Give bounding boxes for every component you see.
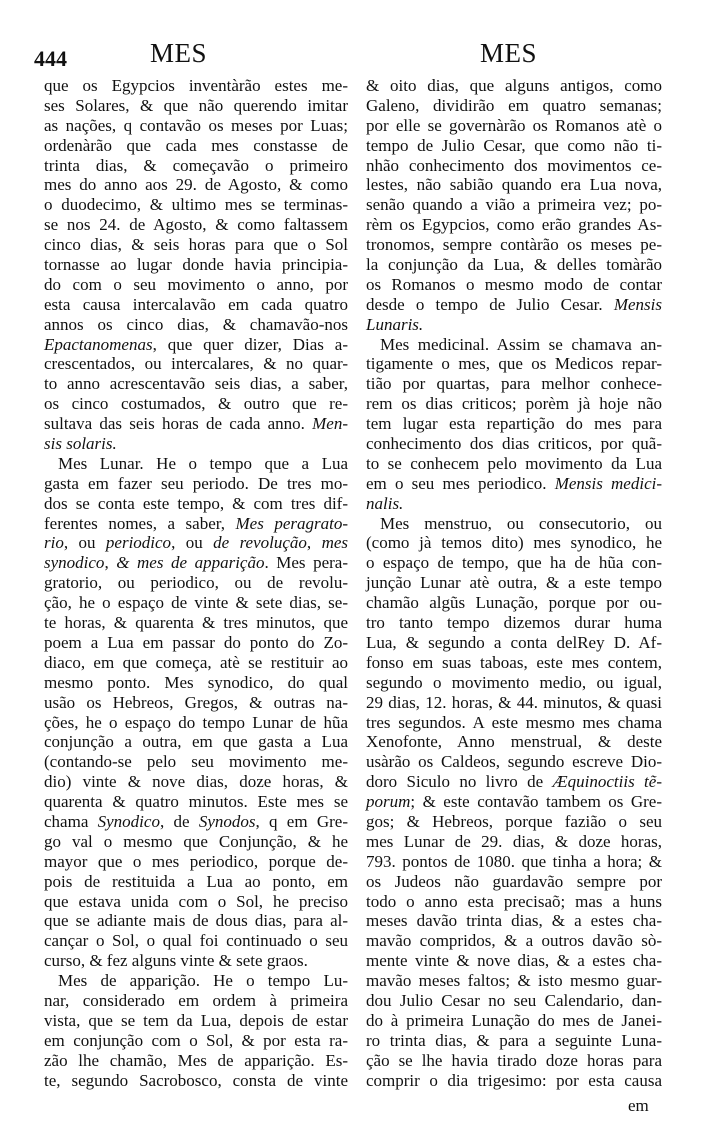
text-line bbox=[366, 434, 662, 454]
text-line bbox=[44, 215, 348, 235]
roman-text: mavão compridos, & a outros davão sò- bbox=[366, 931, 662, 951]
italic-text: Lunaris. bbox=[366, 314, 424, 334]
text-line bbox=[44, 752, 348, 772]
text-line bbox=[44, 533, 348, 553]
roman-text: mente vinte & nove dias, & a estes cha- bbox=[366, 951, 662, 971]
roman-text: vista, que se tem da Lua, depois de estar bbox=[44, 1010, 348, 1030]
text-line bbox=[366, 1031, 662, 1051]
roman-text: chama bbox=[44, 811, 98, 831]
text-line bbox=[44, 335, 348, 355]
italic-text: sis solaris. bbox=[44, 434, 117, 454]
roman-text: gasta em fazer seu periodo. De tres mo- bbox=[44, 473, 348, 493]
roman-text: , bbox=[104, 553, 117, 573]
roman-text: que os Egypcios inventàrão estes me- bbox=[44, 76, 348, 95]
text-line bbox=[366, 772, 662, 792]
text-line bbox=[44, 474, 348, 494]
text-line bbox=[44, 1031, 348, 1051]
text-line bbox=[44, 713, 348, 733]
text-line bbox=[366, 911, 662, 931]
roman-text: gos; & Hebreos, porque fazião o seu bbox=[366, 811, 662, 831]
italic-text: Men- bbox=[312, 414, 348, 434]
text-line bbox=[366, 533, 662, 553]
text-line bbox=[44, 315, 348, 335]
text-line bbox=[366, 991, 662, 1011]
roman-text: nar, considerado em ordem à primeira bbox=[44, 990, 348, 1010]
roman-text: la conjunção da Lua, & delles tomàrão bbox=[366, 255, 662, 275]
roman-text: tres segundos. A este mesmo mes chama bbox=[366, 712, 662, 732]
roman-text: Mes medicinal. Assim se chamava an- bbox=[380, 334, 662, 354]
text-line bbox=[366, 215, 662, 235]
text-line bbox=[44, 653, 348, 673]
text-line bbox=[44, 454, 348, 474]
roman-text: em conjunção com o Sol, & por esta ra- bbox=[44, 1030, 348, 1050]
italic-text: Synodos bbox=[198, 811, 256, 831]
roman-text: , ou bbox=[171, 533, 214, 553]
text-line bbox=[44, 235, 348, 255]
roman-text: mavão meses faltos; & isto mesmo guar- bbox=[366, 971, 662, 991]
italic-text: nalis. bbox=[366, 493, 404, 513]
text-line bbox=[44, 1051, 348, 1071]
roman-text: zão lhe chamão, Mes de apparição. Es- bbox=[44, 1050, 348, 1070]
italic-text: Mensis bbox=[613, 294, 662, 314]
text-line bbox=[44, 96, 348, 116]
roman-text: ro trinta dias, & para a seguinte Luna- bbox=[366, 1030, 662, 1050]
roman-text: os Romanos o mesmo modo de contar bbox=[366, 274, 662, 294]
roman-text: por elle se governàrão os Romanos atè o bbox=[366, 115, 662, 135]
roman-text: conhecimento dos dias criticos, por quã- bbox=[366, 434, 662, 454]
text-line bbox=[366, 931, 662, 951]
roman-text: usão os Hebreos, Gregos, & outras na- bbox=[44, 692, 348, 712]
page-number: 444 bbox=[34, 46, 67, 71]
roman-text: nhão conhecimento dos movimentos ce- bbox=[366, 155, 662, 175]
roman-text: (como jà temos dito) mes synodico, he bbox=[366, 533, 662, 553]
roman-text: o duodecimo, & ultimo mes se terminas- bbox=[44, 195, 348, 215]
roman-text: , bbox=[306, 533, 322, 553]
text-line bbox=[44, 156, 348, 176]
running-head-left: MES bbox=[150, 38, 208, 68]
italic-text: mes bbox=[321, 533, 349, 553]
text-line bbox=[44, 414, 348, 434]
roman-text: comprir o dia trigesimo: por esta causa bbox=[366, 1070, 662, 1090]
text-line bbox=[366, 76, 662, 96]
text-line bbox=[366, 275, 662, 295]
roman-text: crescentados, ou intercalares, & no quar- bbox=[44, 354, 348, 374]
roman-text: fonso em suas taboas, este mes contem, bbox=[366, 652, 662, 672]
roman-text: poem a Lua em passar do ponto do Zo- bbox=[44, 632, 348, 652]
roman-text: conjunção a outra, em que gasta a Lua bbox=[44, 732, 348, 752]
text-line bbox=[366, 573, 662, 593]
text-line bbox=[366, 354, 662, 374]
text-line bbox=[44, 693, 348, 713]
roman-text: rèm os Egypcios, como erão grandes As- bbox=[366, 215, 662, 235]
roman-text: ; & este contavão tambem os Gre- bbox=[410, 792, 662, 812]
roman-text: (contando-se pelo seu movimento me- bbox=[44, 752, 348, 772]
text-line bbox=[366, 414, 662, 434]
text-line bbox=[366, 295, 662, 315]
text-line bbox=[366, 852, 662, 872]
text-line bbox=[44, 573, 348, 593]
right-text-column bbox=[366, 76, 662, 1090]
text-line bbox=[44, 494, 348, 514]
roman-text: . Mes pera- bbox=[264, 553, 348, 573]
text-line bbox=[44, 792, 348, 812]
roman-text: quarenta & quatro minutos. Este mes se bbox=[44, 792, 348, 812]
roman-text: do com o seu movimento o anno, por bbox=[44, 274, 348, 294]
text-line bbox=[44, 872, 348, 892]
roman-text: tigamente o mes, que os Medicos repar- bbox=[366, 354, 662, 374]
roman-text: ordenàrão que cada mes constasse de bbox=[44, 135, 348, 155]
roman-text: dos se conta este tempo, & com tres dif- bbox=[44, 493, 348, 513]
roman-text: mayor que o mes periodico, porque de- bbox=[44, 851, 348, 871]
text-line bbox=[366, 653, 662, 673]
text-line bbox=[44, 772, 348, 792]
roman-text: tempo de Julio Cesar, que como não ti- bbox=[366, 135, 662, 155]
italic-text: Mensis medici- bbox=[554, 473, 663, 493]
roman-text: doro Siculo no livro de bbox=[366, 772, 553, 792]
italic-text: porum bbox=[366, 792, 411, 812]
text-line bbox=[366, 713, 662, 733]
roman-text: Mes Lunar. He o tempo que a Lua bbox=[58, 453, 348, 473]
italic-text: Synodico bbox=[97, 811, 160, 831]
text-line bbox=[366, 156, 662, 176]
text-line bbox=[44, 136, 348, 156]
text-line bbox=[44, 931, 348, 951]
text-line bbox=[44, 175, 348, 195]
roman-text: usàrão os Caldeos, segundo escreve Dio- bbox=[366, 752, 662, 772]
roman-text: 29 dias, 12. horas, & 44. minutos, & quasi bbox=[366, 692, 662, 712]
roman-text: pois de restituida a Lua ao ponto, em bbox=[44, 871, 348, 891]
roman-text: 793. pontos de 1080. que tinha a hora; & bbox=[366, 851, 662, 871]
roman-text: do à primeira Lunação do mes de Janei- bbox=[366, 1010, 662, 1030]
roman-text: desde o tempo de Julio Cesar. bbox=[366, 294, 614, 314]
text-line bbox=[366, 454, 662, 474]
text-line bbox=[366, 792, 662, 812]
text-line bbox=[366, 136, 662, 156]
roman-text: sultava das seis horas de cada anno. bbox=[44, 414, 313, 434]
roman-text: os Judeos não guardavão sempre por bbox=[366, 871, 662, 891]
text-line bbox=[366, 633, 662, 653]
text-line bbox=[366, 832, 662, 852]
italic-text: Mes peragrato- bbox=[235, 513, 349, 533]
roman-text: gratorio, ou periodico, ou de revolu- bbox=[44, 573, 348, 593]
text-line bbox=[366, 255, 662, 275]
roman-text: te, segundo Sacrobosco, consta de vinte bbox=[44, 1070, 348, 1090]
roman-text: esta causa intercalavão em cada quatro bbox=[44, 294, 348, 314]
roman-text: ções, he o espaço do tempo Lunar de hũa bbox=[44, 712, 348, 732]
catchword: em bbox=[628, 1096, 649, 1115]
text-line bbox=[366, 951, 662, 971]
text-line bbox=[44, 1011, 348, 1031]
roman-text: rem os dias criticos; porèm jà hoje não bbox=[366, 394, 662, 414]
text-line bbox=[44, 394, 348, 414]
text-line bbox=[44, 374, 348, 394]
text-line bbox=[44, 553, 348, 573]
text-line bbox=[366, 335, 662, 355]
text-line bbox=[44, 76, 348, 96]
italic-text: & mes de apparição bbox=[116, 553, 265, 573]
roman-text: dio) vinte & nove dias, doze horas, & bbox=[44, 772, 348, 792]
text-line bbox=[44, 434, 348, 454]
roman-text: trinta dias, & começavão o primeiro bbox=[44, 155, 348, 175]
text-line bbox=[366, 693, 662, 713]
text-line bbox=[366, 474, 662, 494]
text-line bbox=[44, 295, 348, 315]
text-line bbox=[366, 812, 662, 832]
roman-text: to anno acrescentavão seis dias, a saber, bbox=[44, 374, 348, 394]
text-line bbox=[366, 593, 662, 613]
roman-text: ção se lhe havia tirado doze horas para bbox=[366, 1050, 662, 1070]
text-line bbox=[366, 892, 662, 912]
text-line bbox=[366, 494, 662, 514]
text-line bbox=[366, 116, 662, 136]
roman-text: tro tanto tempo dizemos durar huma bbox=[366, 613, 662, 633]
text-line bbox=[44, 354, 348, 374]
text-line bbox=[44, 732, 348, 752]
text-line bbox=[366, 752, 662, 772]
roman-text: Galeno, dividirão em quatro semanas; bbox=[366, 95, 662, 115]
roman-text: & oito dias, que alguns antigos, como bbox=[366, 76, 662, 95]
text-line bbox=[366, 872, 662, 892]
roman-text: junção Lunar atè outra, & a este tempo bbox=[366, 573, 662, 593]
italic-text: periodico bbox=[105, 533, 172, 553]
text-line bbox=[44, 613, 348, 633]
roman-text: to se conhecem pelo movimento da Lua bbox=[366, 453, 662, 473]
text-line bbox=[366, 175, 662, 195]
roman-text: todo o anno esta precisaõ; mas a huns bbox=[366, 891, 662, 911]
roman-text: senão quando a vião a primeira vez; po- bbox=[366, 195, 662, 215]
text-line bbox=[366, 553, 662, 573]
text-line bbox=[44, 812, 348, 832]
roman-text: tornasse ao lugar donde havia principia- bbox=[44, 255, 348, 275]
roman-text: os cinco costumados, & outro que re- bbox=[44, 394, 348, 414]
roman-text: o espaço de tempo, que ha de hũa con- bbox=[366, 553, 662, 573]
roman-text: se nos 24. de Agosto, & como faltassem bbox=[44, 215, 348, 235]
text-line bbox=[44, 275, 348, 295]
roman-text: tião por quartas, para melhor conhece- bbox=[366, 374, 662, 394]
text-line bbox=[44, 991, 348, 1011]
roman-text: segundo o movimento medio, ou igual, bbox=[366, 672, 662, 692]
italic-text: rio bbox=[44, 533, 64, 553]
roman-text: cinco dias, & seis horas para que o Sol bbox=[44, 235, 348, 255]
text-line bbox=[366, 1011, 662, 1031]
text-line bbox=[44, 195, 348, 215]
text-line bbox=[366, 673, 662, 693]
italic-text: de revolução bbox=[213, 533, 307, 553]
text-line bbox=[366, 1071, 662, 1091]
roman-text: curso, & fez alguns vinte & sete graos. bbox=[44, 951, 308, 971]
roman-text: cançar o Sol, o qual foi continuado o seu bbox=[44, 931, 348, 951]
roman-text: Mes menstruo, ou consecutorio, ou bbox=[380, 513, 662, 533]
text-line bbox=[44, 633, 348, 653]
roman-text: ção, he o espaço de vinte & sete dias, se- bbox=[44, 593, 348, 613]
roman-text: ses Solares, & que não querendo imitar bbox=[44, 95, 348, 115]
roman-text: Lua, & segundo a conta delRey D. Af- bbox=[366, 632, 662, 652]
roman-text: diaco, em que começa, atè se restituir ao bbox=[44, 652, 348, 672]
roman-text: , de bbox=[159, 811, 199, 831]
text-line bbox=[366, 235, 662, 255]
roman-text: , q em Gre- bbox=[255, 811, 348, 831]
roman-text: annos os cinco dias, & chamavão-nos bbox=[44, 314, 348, 334]
roman-text: lestes, não sabião quando era Lua nova, bbox=[366, 175, 662, 195]
text-line bbox=[44, 593, 348, 613]
text-line bbox=[366, 394, 662, 414]
italic-text: Æquinoctiis tẽ- bbox=[552, 772, 662, 792]
italic-text: Epactanomenas bbox=[44, 334, 153, 354]
text-line bbox=[44, 892, 348, 912]
roman-text: mes Lunar de 29. dias, & doze horas, bbox=[366, 831, 662, 851]
text-line bbox=[44, 971, 348, 991]
text-line bbox=[366, 514, 662, 534]
roman-text: , que quer dizer, Dias a- bbox=[152, 334, 348, 354]
text-line bbox=[366, 374, 662, 394]
roman-text: que se adiante mais de dous dias, para al- bbox=[44, 911, 348, 931]
roman-text: go val o mesmo que Conjunção, & he bbox=[44, 831, 348, 851]
roman-text: tronomos, sempre contàrão os meses pe- bbox=[366, 235, 662, 255]
italic-text: synodico bbox=[44, 553, 105, 573]
roman-text: , ou bbox=[63, 533, 106, 553]
roman-text: mesmo ponto. Mes synodico, do qual bbox=[44, 672, 348, 692]
roman-text: mes do anno aos 29. de Agosto, & como bbox=[44, 175, 348, 195]
text-line bbox=[366, 315, 662, 335]
text-line bbox=[44, 1071, 348, 1091]
text-line bbox=[366, 613, 662, 633]
text-line bbox=[366, 1051, 662, 1071]
roman-text: Xenofonte, Anno menstrual, & deste bbox=[366, 732, 662, 752]
text-line bbox=[44, 116, 348, 136]
roman-text: meses davão trinta dias, & a estes cha- bbox=[366, 911, 662, 931]
text-line bbox=[44, 514, 348, 534]
text-line bbox=[44, 255, 348, 275]
text-line bbox=[366, 732, 662, 752]
running-head-right: MES bbox=[480, 38, 538, 68]
text-line bbox=[44, 852, 348, 872]
text-line bbox=[366, 96, 662, 116]
roman-text: que estava unida com o Sol, he preciso bbox=[44, 891, 348, 911]
roman-text: em o seu mes periodico. bbox=[366, 473, 555, 493]
roman-text: te horas, & quarenta & tres minutos, que bbox=[44, 613, 348, 633]
roman-text: ferentes nomes, a saber, bbox=[44, 513, 236, 533]
text-line bbox=[44, 832, 348, 852]
text-line bbox=[366, 971, 662, 991]
text-line bbox=[44, 673, 348, 693]
roman-text: chamão algũs Lunação, porque por ou- bbox=[366, 593, 662, 613]
left-text-column bbox=[44, 76, 348, 1090]
text-line bbox=[366, 195, 662, 215]
roman-text: dou Julio Cesar no seu Calendario, dan- bbox=[366, 990, 662, 1010]
text-line bbox=[44, 951, 348, 971]
roman-text: tem lugar esta repartição do mes para bbox=[366, 414, 662, 434]
roman-text: as nações, q contavão os meses por Luas; bbox=[44, 115, 348, 135]
text-line bbox=[44, 911, 348, 931]
roman-text: Mes de apparição. He o tempo Lu- bbox=[58, 971, 348, 991]
